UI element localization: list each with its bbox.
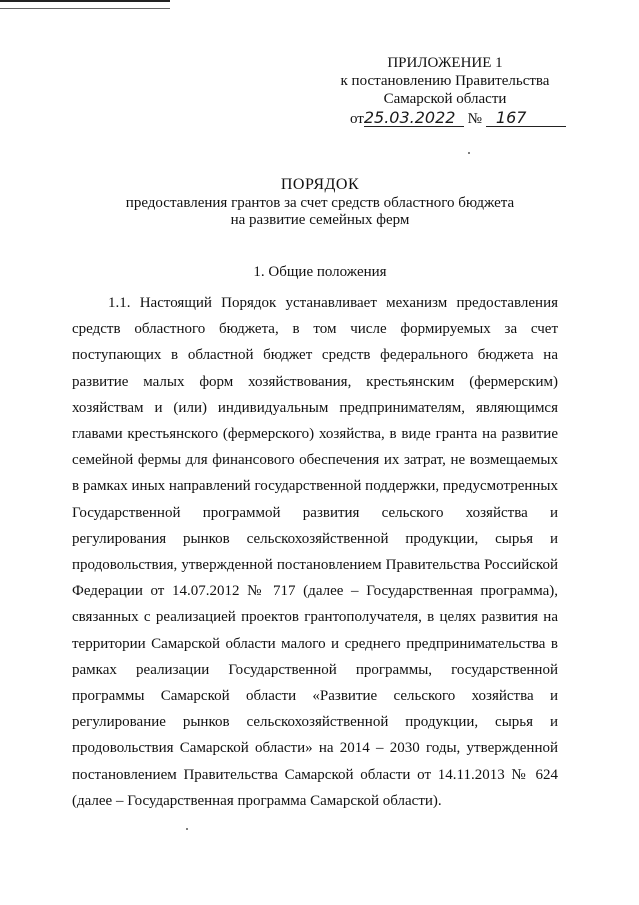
section-heading: 1. Общие положения <box>253 264 387 280</box>
scan-edge-line <box>0 0 170 2</box>
appendix-date-number-line <box>330 110 560 128</box>
from-label: от <box>350 111 364 127</box>
appendix-title: ПРИЛОЖЕНИЕ 1 <box>387 55 503 71</box>
handwritten-date: 25.03.2022 <box>364 110 464 127</box>
appendix-decree-line: к постановлению Правительства <box>340 73 550 89</box>
scan-edge-line-secondary <box>0 8 170 9</box>
document-subtitle-line-1: предоставления грантов за счет средств областного бюджета <box>125 195 515 211</box>
scan-speck <box>468 152 470 154</box>
scan-speck <box>186 828 188 830</box>
document-subtitle-line-2: на развитие семейных ферм <box>230 212 410 228</box>
document-title-block <box>60 176 580 229</box>
document-title: ПОРЯДОК <box>280 176 360 193</box>
handwritten-number: 167 <box>486 110 566 127</box>
body-paragraph: 1.1. Настоящий Порядок устанавливает механизм предоставления средств областного бюджета, в том числе формируемых за счет поступающих в областной бюджет средств федерального бюджета на развитие малых форм хозяйствования, крестьянским (фермерским) хозяйствам и (или) индивидуальным предпринимателям, являющимся главами крестьянского (фермерского) хозяйства, в виде гранта на развитие семейной фермы для финансового обеспечения их затрат, не возмещаемых в рамках иных направлений государственной поддержки, предусмотренных Государственной программой развития сельского хозяйства и регулирования рынков сельскохозяйственной продукции, сырья и продовольствия, утвержденной постановлением Правительства Российской Федерации от 14.07.2012 № 717 (далее – Государственная программа), связанных с реализацией проектов грантополучателя, в целях развития на территории Самарской области малого и среднего предпринимательства в рамках реализации Государственной программы, государственной программы Самарской области «Развитие сельского хозяйства и регулирование рынков сельскохозяйственной продукции, сырья и продовольствия Самарской области» на 2014 – 2030 годы, утвержденной постановлением Правительства Самарской области от 14.11.2013 № 624 (далее – Государственная программа Самарской области). <box>72 295 558 809</box>
number-label: № <box>467 111 482 127</box>
appendix-region-line: Самарской области <box>383 91 507 107</box>
appendix-header <box>330 54 560 128</box>
